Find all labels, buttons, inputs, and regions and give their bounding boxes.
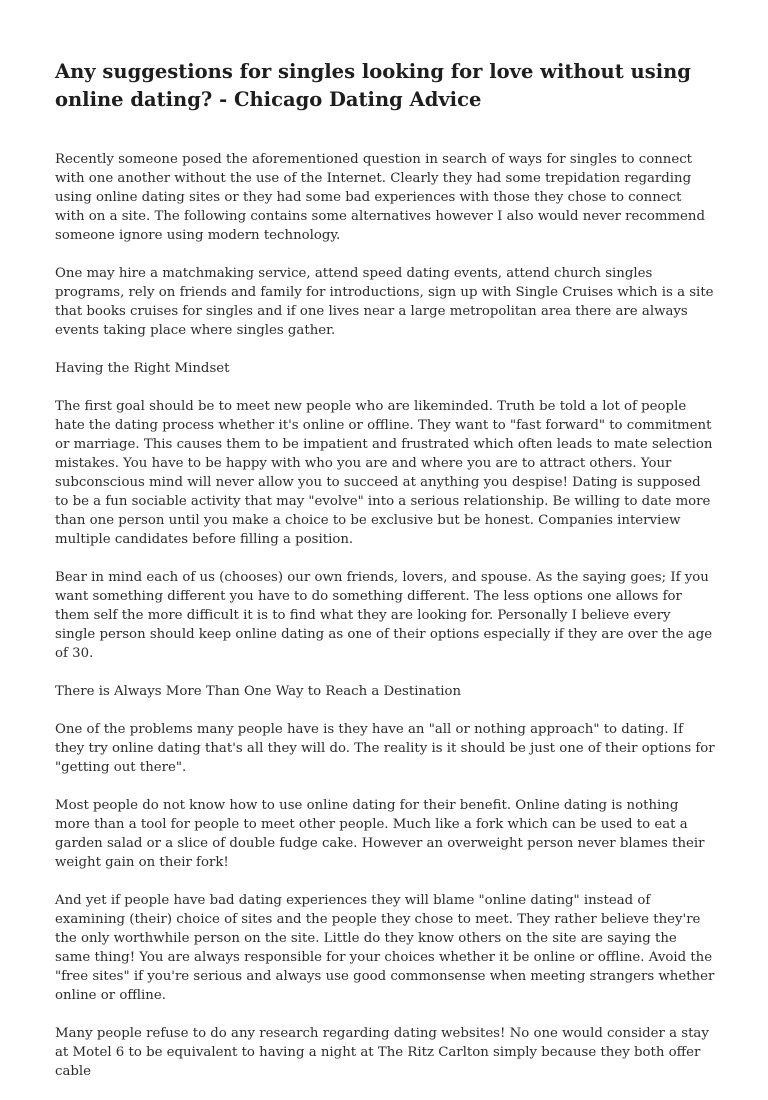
paragraph-intro: Recently someone posed the aforementioned question in search of ways for singles to connect with one another without the use of the Internet. Clearly they had some trepidation regarding using online dating sites or they had some bad experiences with those they chose to connect with on a site. The following contains some alternatives however I also would never recommend someone ignore using modern technology. (55, 152, 705, 243)
paragraph-bad-experiences: And yet if people have bad dating experiences they will blame "online dating" instead of examining (their) choice of sites and the people they chose to meet. They rather believe they're the only worthwhile person on the site. Little do they know others on the site are saying the same thing! You are always responsible for your choices whether it be online or offline. Avoid the "free sites" if you're serious and always use good commonsense when meeting strangers whether online or offline. (55, 893, 715, 1003)
paragraph-all-or-nothing: One of the problems many people have is they have an "all or nothing approach" to dating. If they try online dating that's all they will do. The reality is it should be just one of their options for "getting out there". (55, 722, 715, 775)
paragraph-bear-in-mind: Bear in mind each of us (chooses) our own friends, lovers, and spouse. As the saying goes; If you want something different you have to do something different. The less options one allows for them self the more difficult it is to find what they are looking for. Personally I believe every single person should keep online dating as one of their options especially if they are over the age of 30. (55, 570, 713, 661)
section-heading-destination: There is Always More Than One Way to Reach a Destination (55, 684, 462, 699)
paragraph-online-tool: Most people do not know how to use online dating for their benefit. Online dating is nothing more than a tool for people to meet other people. Much like a fork which can be used to eat a garden salad or a slice of double fudge cake. However an overweight person never blames their weight gain on their fork! (55, 798, 705, 870)
paragraph-alternatives: One may hire a matchmaking service, attend speed dating events, attend church singles programs, rely on friends and family for introductions, sign up with Single Cruises which is a site that books cruises for singles and if one lives near a large metropolitan area there are always events taking place where singles gather. (55, 266, 714, 338)
section-heading-mindset: Having the Right Mindset (55, 361, 230, 376)
paragraph-first-goal: The first goal should be to meet new people who are likeminded. Truth be told a lot of people hate the dating process whether it's online or offline. They want to "fast forward" to commitment or marriage. This causes them to be impatient and frustrated which often leads to mate selection mistakes. You have to be happy with who you are and where you are to attract others. Your subconscious mind will never allow you to succeed at anything you despise! Dating is supposed to be a fun sociable activity that may "evolve" into a serious relationship. Be willing to date more than one person until you make a choice to be exclusive but be honest. Companies interview multiple candidates before filling a position. (55, 399, 713, 547)
page-title: Any suggestions for singles looking for love without using online dating? - Chicago Dating Advice (55, 60, 691, 111)
paragraph-research: Many people refuse to do any research regarding dating websites! No one would consider a stay at Motel 6 to be equivalent to having a night at The Ritz Carlton simply because they both offer cable (55, 1026, 709, 1079)
document-page (55, 58, 715, 1100)
